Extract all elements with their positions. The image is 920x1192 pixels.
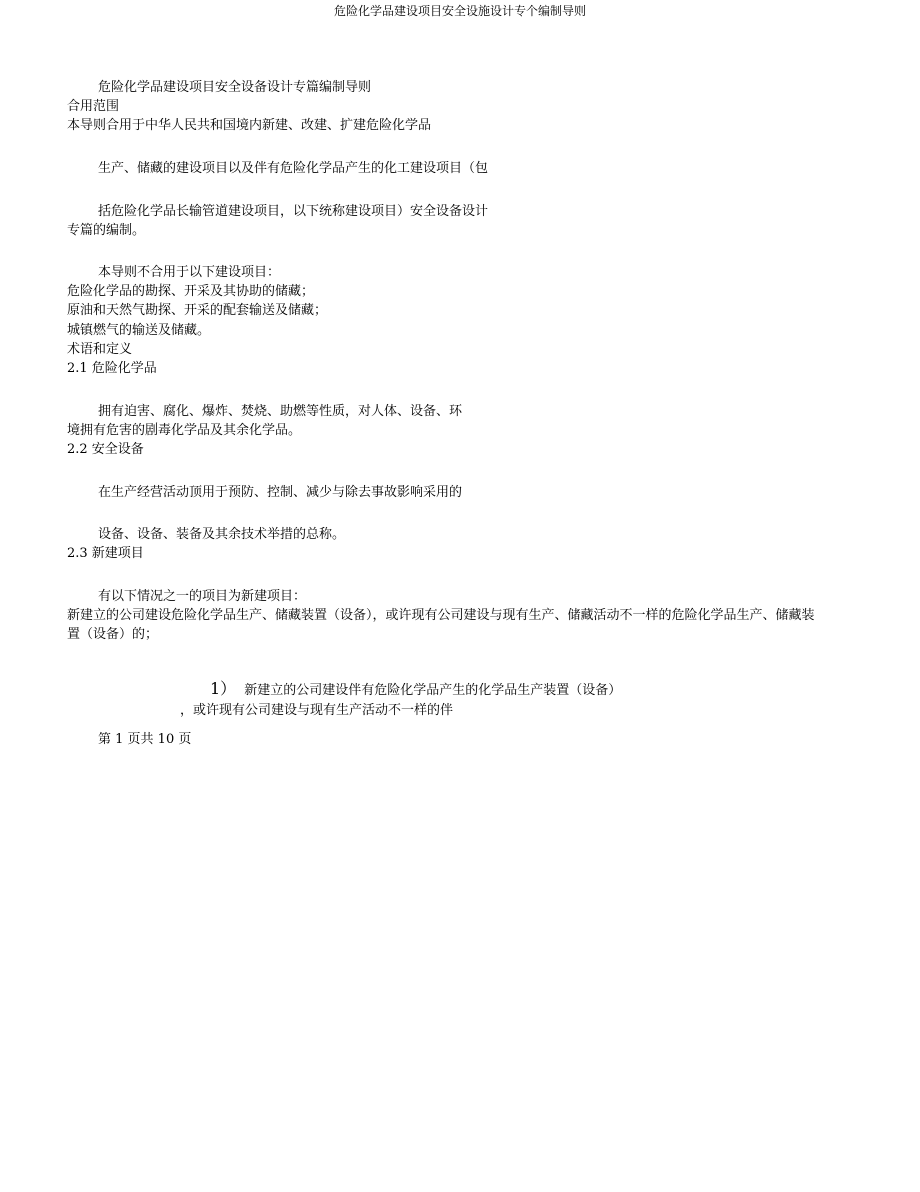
scope-text-line-2: 生产、储藏的建设项目以及伴有危险化学品产生的化工建设项目（包 [98, 161, 489, 176]
definition-heading-2-2: 2.2 安全设备 [67, 442, 144, 457]
definition-heading-2-1: 2.1 危险化学品 [67, 361, 157, 376]
list-item-continuation: ，或许现有公司建设与现有生产活动不一样的伴 [180, 703, 454, 718]
definition-heading-2-3: 2.3 新建项目 [67, 546, 144, 561]
section-heading-terms: 术语和定义 [67, 342, 133, 357]
definition-2-1-line-2: 境拥有危害的剧毒化学品及其余化学品。 [67, 423, 302, 438]
list-item-number: 1） [210, 679, 237, 698]
exclusion-item: 危险化学品的勘探、开采及其协助的储藏； [67, 284, 315, 299]
definition-2-2-line-1: 在生产经营活动顶用于预防、控制、减少与除去事故影响采用的 [98, 485, 463, 500]
scope-text-line-3: 括危险化学品长输管道建设项目，以下统称建设项目）安全设备设计 [98, 204, 489, 219]
exclusion-item: 城镇燃气的输送及储藏。 [67, 323, 211, 338]
section-heading-scope: 合用范围 [67, 99, 120, 114]
definition-2-3-intro: 有以下情况之一的项目为新建项目： [98, 589, 307, 604]
exclusion-intro: 本导则不合用于以下建设项目： [98, 265, 281, 280]
document-title: 危险化学品建设项目安全设备设计专篇编制导则 [98, 80, 372, 95]
exclusion-item: 原油和天然气勘探、开采的配套输送及储藏； [67, 303, 328, 318]
list-item [210, 681, 621, 699]
page-footer: 第 1 页共 10 页 [98, 732, 192, 747]
definition-2-2-line-2: 设备、设备、装备及其余技术举措的总称。 [98, 527, 346, 542]
page-header: 危险化学品建设项目安全设施设计专个编制导则 [333, 4, 586, 18]
definition-2-3-paragraph: 新建立的公司建设危险化学品生产、储藏装置（设备），或许现有公司建设与现有生产、储藏活动不一样的危险化学品生产、储藏装置（设备）的； [67, 608, 815, 642]
scope-text-line-1: 本导则合用于中华人民共和国境内新建、改建、扩建危险化学品 [67, 118, 432, 133]
definition-2-1-line-1: 拥有迫害、腐化、爆炸、焚烧、助燃等性质，对人体、设备、环 [98, 404, 463, 419]
scope-text-line-4: 专篇的编制。 [67, 223, 146, 238]
list-item-text: 新建立的公司建设伴有危险化学品产生的化学品生产装置（设备） [244, 683, 622, 698]
